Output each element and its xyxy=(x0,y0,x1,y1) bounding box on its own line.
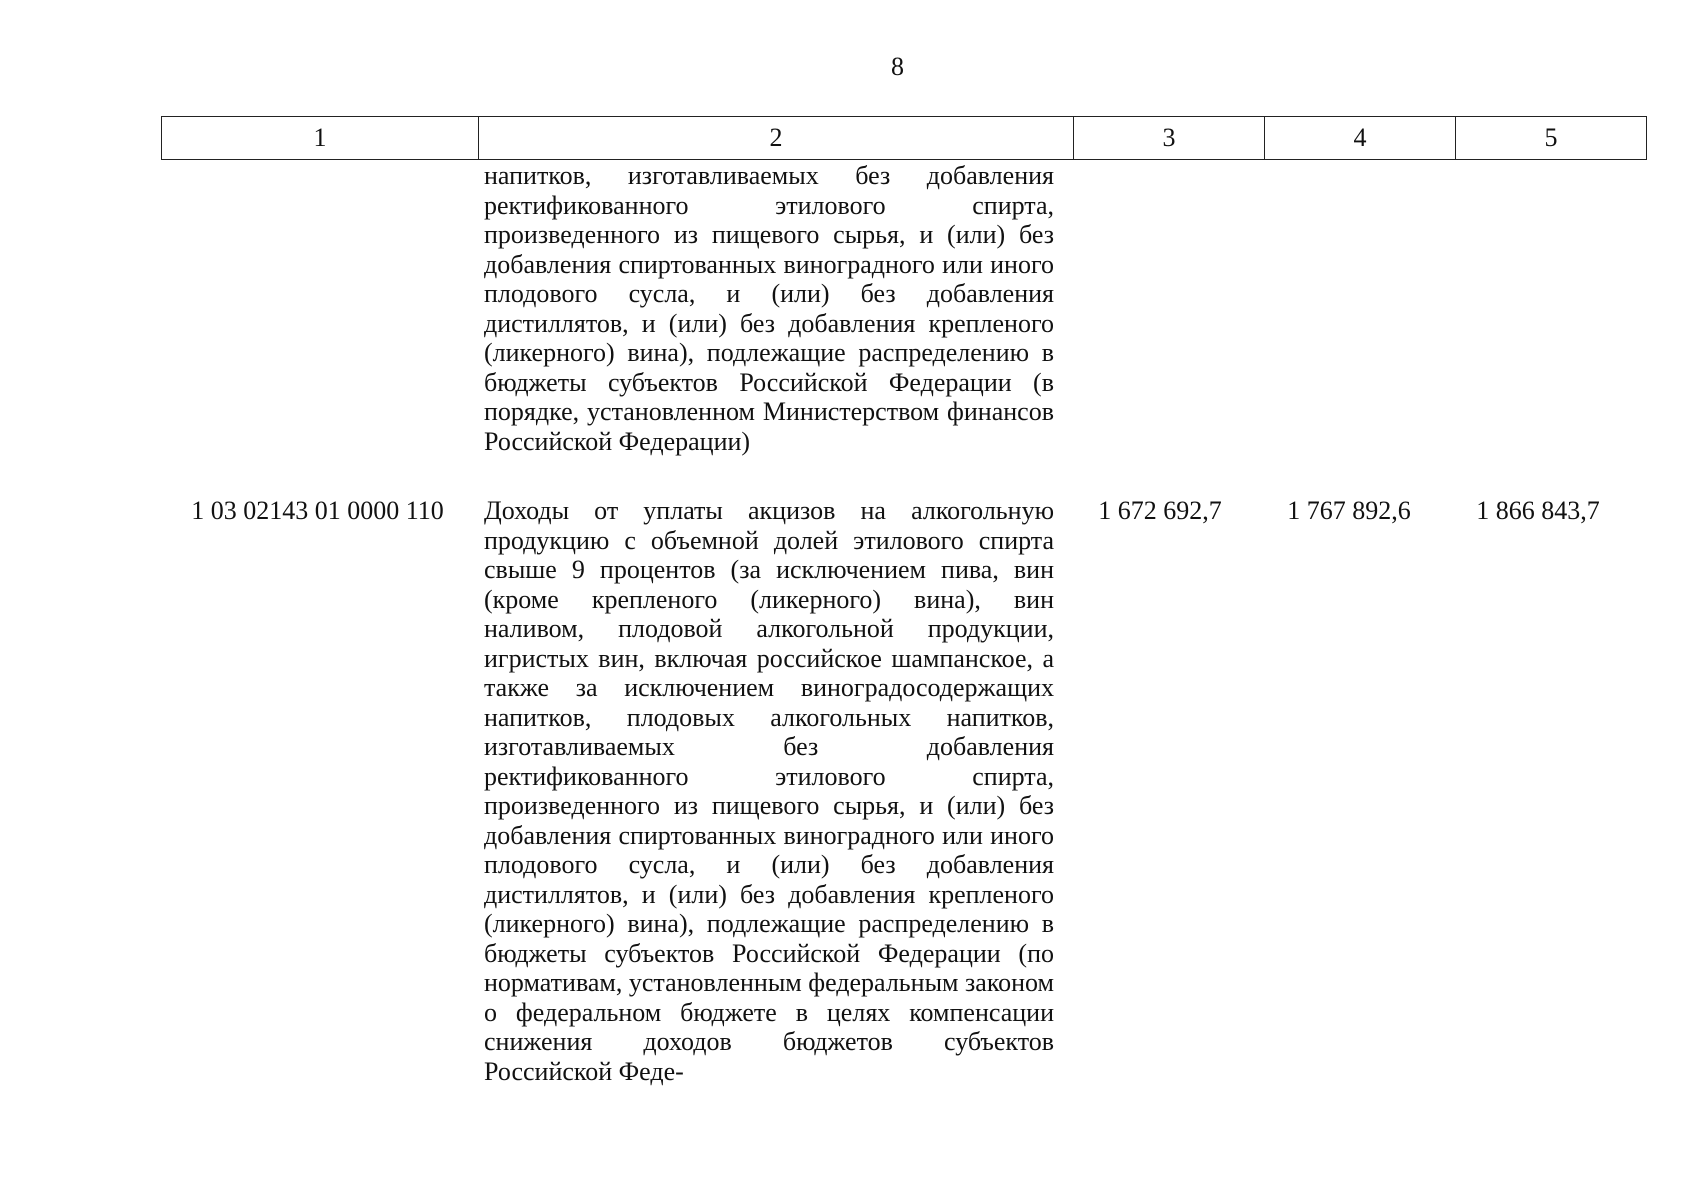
header-col-1: 1 xyxy=(162,117,479,160)
row-value-col-3: 1 672 692,7 xyxy=(1098,496,1222,525)
header-col-4: 4 xyxy=(1265,117,1456,160)
continuation-text: напитков, изготавливаемых без добавления ректификованного этилового спирта, произведенного из пищевого сырья, и (или) без добавления спиртованных виноградного или иного плодового сусла, и (или) без добавления дистиллятов, и (или) без добавления крепленого (ликерного) вина), подлежащие распределению в бюджеты субъектов Российской Федерации (в порядке, установленном Министерством финансов Российской Федерации) xyxy=(484,161,1054,456)
row-value-col-5: 1 866 843,7 xyxy=(1476,496,1600,525)
header-col-3: 3 xyxy=(1074,117,1265,160)
row-value-col-4: 1 767 892,6 xyxy=(1287,496,1411,525)
header-col-2: 2 xyxy=(479,117,1074,160)
row-code: 1 03 02143 01 0000 110 xyxy=(191,496,444,525)
table-header xyxy=(161,116,1647,160)
page-number: 8 xyxy=(891,52,904,81)
row-description: Доходы от уплаты акцизов на алкогольную продукцию с объемной долей этилового спирта свыше 9 процентов (за исключением пива, вин (кроме крепленого (ликерного) вина), вин наливом, плодовой алкогольной продукции, игристых вин, включая российское шампанское, а также за исключением виноградосодержащих напитков, плодовых алкогольных напитков, изготавливаемых без добавления ректификованного этилового спирта, произведенного из пищевого сырья, и (или) без добавления спиртованных виноградного или иного плодового сусла, и (или) без добавления дистиллятов, и (или) без добавления крепленого (ликерного) вина), подлежащие распределению в бюджеты субъектов Российской Федерации (по нормативам, установленным федеральным законом о федеральном бюджете в целях компенсации снижения доходов бюджетов субъектов Российской Феде- xyxy=(484,496,1054,1086)
header-col-5: 5 xyxy=(1456,117,1647,160)
table-header-row xyxy=(162,117,1647,160)
